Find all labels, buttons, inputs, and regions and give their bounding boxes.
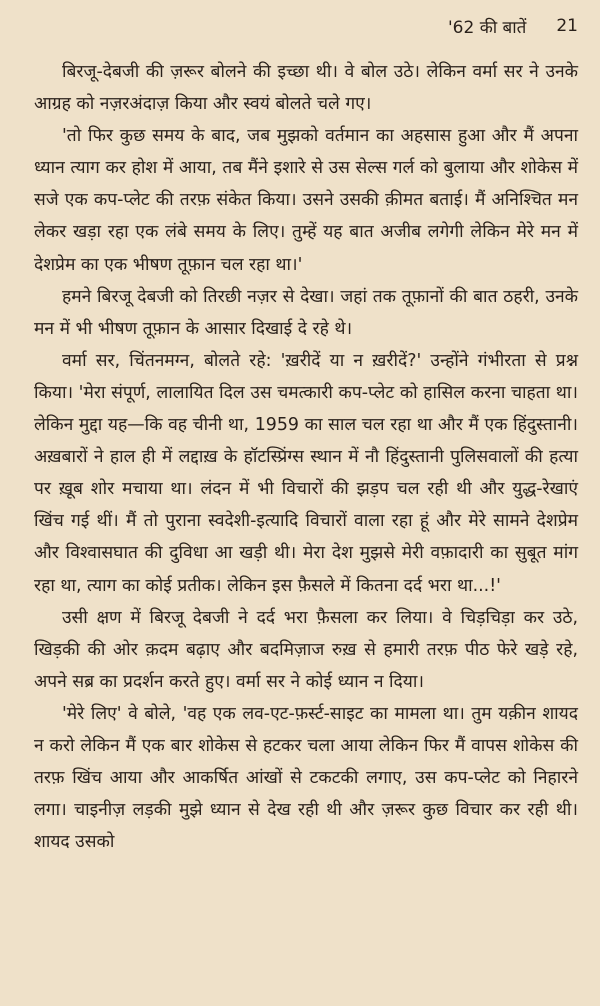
body-text	[34, 56, 578, 858]
paragraph-1: बिरजू-देबजी की ज़रूर बोलने की इच्छा थी। वे बोल उठे। लेकिन वर्मा सर ने उनके आग्रह को नज़रअंदाज़ किया और स्वयं बोलते चले गए।	[34, 62, 578, 115]
paragraph-3: हमने बिरजू देबजी को तिरछी नज़र से देखा। जहां तक तूफ़ानों की बात ठहरी, उनके मन में भी भीषण तूफ़ान के आसार दिखाई दे रहे थे।	[34, 286, 578, 339]
running-title: '62 की बातें	[447, 17, 527, 38]
paragraph-5: उसी क्षण में बिरजू देबजी ने दर्द भरा फ़ैसला कर लिया। वे चिड़चिड़ा कर उठे, खिड़की की ओर क़दम बढ़ाए और बदमिज़ाज रुख़ से हमारी तरफ़ पीठ फेरे खड़े रहे, अपने सब्र का प्रदर्शन करते हुए। वर्मा सर ने कोई ध्यान न दिया।	[34, 607, 578, 692]
paragraph-4: वर्मा सर, चिंतनमग्न, बोलते रहे: 'ख़रीदें या न ख़रीदें?' उन्होंने गंभीरता से प्रश्न किया। 'मेरा संपूर्ण, लालायित दिल उस चमत्कारी कप-प्लेट को हासिल करना चाहता था। लेकिन मुद्दा यह—कि वह चीनी था, 1959 का साल चल रहा था और मैं एक हिंदुस्तानी। अख़बारों ने हाल ही में लद्दाख़ के हॉटस्प्रिंग्स स्थान में नौ हिंदुस्तानी पुलिसवालों की हत्या पर ख़ूब शोर मचाया था। लंदन में भी विचारों की झड़प चल रही थी और युद्ध-रेखाएं खिंच गई थीं। मैं तो पुराना स्वदेशी-इत्यादि विचारों वाला रहा हूं और मेरे सामने देशप्रेम और विश्वासघात की दुविधा आ खड़ी थी। मेरा देश मुझसे मेरी वफ़ादारी का सुबूत मांग रहा था, त्याग का कोई प्रतीक। लेकिन इस फ़ैसले में कितना दर्द भरा था...!'	[34, 350, 578, 596]
paragraph-6: 'मेरे लिए' वे बोले, 'वह एक लव-एट-फ़र्स्ट-साइट का मामला था। तुम यक़ीन शायद न करो लेकिन मैं एक बार शोकेस से हटकर चला आया लेकिन फिर मैं वापस शोकेस की तरफ़ खिंच आया और आकर्षित आंखों से टकटकी लगाए, उस कप-प्लेट को निहारने लगा। चाइनीज़ लड़की मुझे ध्यान से देख रही थी और ज़रूर कुछ विचार कर रही थी। शायद उसको	[34, 703, 578, 853]
paragraph-2: 'तो फिर कुछ समय के बाद, जब मुझको वर्तमान का अहसास हुआ और मैं अपना ध्यान त्याग कर होश में आया, तब मैंने इशारे से उस सेल्स गर्ल को बुलाया और शोकेस में सजे एक कप-प्लेट की तरफ़ संकेत किया। उसने उसकी क़ीमत बताई। मैं अनिश्चित मन लेकर खड़ा रहा एक लंबे समय के लिए। तुम्हें यह बात अजीब लगेगी लेकिन मेरे मन में देशप्रेम का एक भीषण तूफ़ान चल रहा था।'	[34, 126, 578, 275]
page-number: 21	[556, 16, 578, 36]
running-header	[34, 8, 578, 44]
